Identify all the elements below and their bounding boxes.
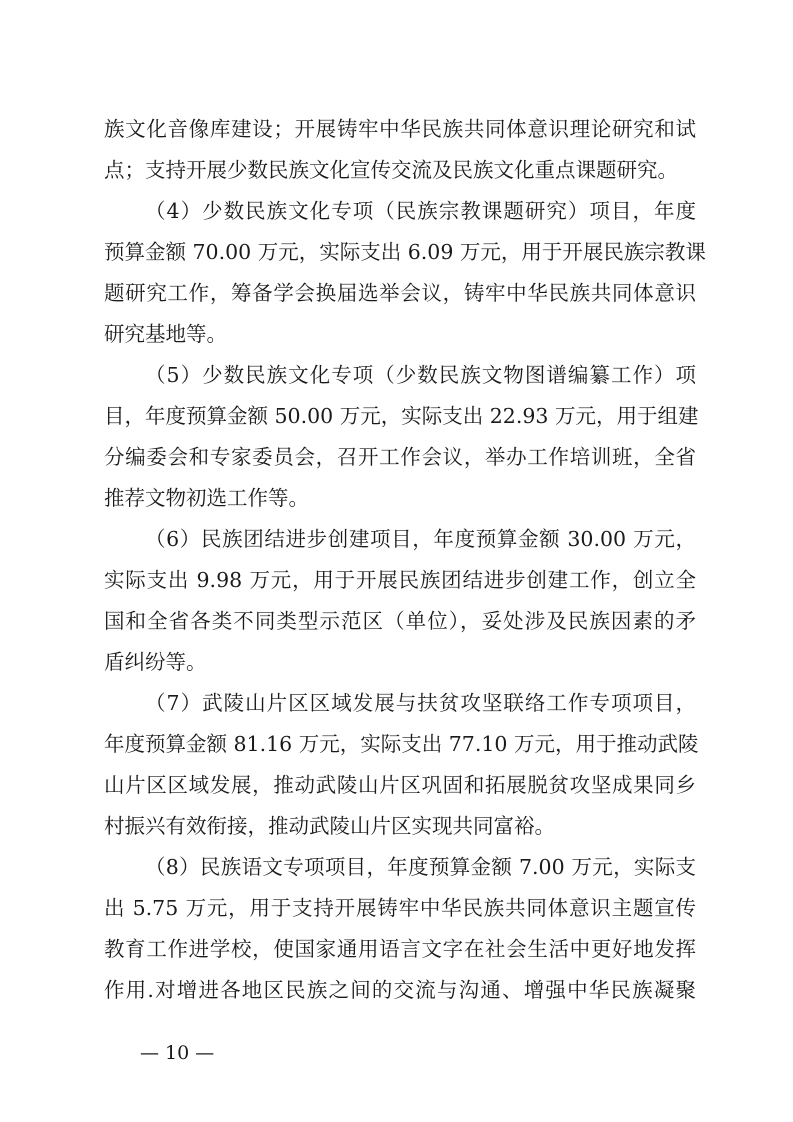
text-line: 山片区区域发展，推动武陵山片区巩固和拓展脱贫攻坚成果同乡	[104, 773, 696, 797]
text-line: 研究基地等。	[104, 322, 227, 346]
paragraph-first-line: （7）武陵山片区区域发展与扶贫攻坚联络工作专项项目，	[145, 691, 696, 715]
text-line: 作用.对增进各地区民族之间的交流与沟通、增强中华民族凝聚	[104, 978, 696, 1002]
text-line: 实际支出 9.98 万元，用于开展民族团结进步创建工作，创立全	[104, 568, 696, 592]
text-line: 盾纠纷等。	[104, 650, 207, 674]
text-line: 预算金额 70.00 万元，实际支出 6.09 万元，用于开展民族宗教课	[104, 240, 706, 264]
text-line: 出 5.75 万元，用于支持开展铸牢中华民族共同体意识主题宣传	[104, 896, 696, 920]
paragraph-first-line: （8）民族语文专项项目，年度预算金额 7.00 万元，实际支	[145, 855, 696, 879]
paragraph-first-line: （5）少数民族文化专项（少数民族文物图谱编纂工作）项	[145, 363, 696, 387]
paragraph-first-line: （4）少数民族文化专项（民族宗教课题研究）项目，年度	[145, 199, 696, 223]
text-line: 教育工作进学校，使国家通用语言文字在社会生活中更好地发挥	[104, 937, 696, 961]
page-number: — 10 —	[140, 1042, 215, 1064]
text-line: 推荐文物初选工作等。	[104, 486, 309, 510]
text-line: 分编委会和专家委员会，召开工作会议，举办工作培训班，全省	[104, 445, 696, 469]
text-line: 族文化音像库建设；开展铸牢中华民族共同体意识理论研究和试	[104, 117, 696, 141]
paragraph-first-line: （6）民族团结进步创建项目，年度预算金额 30.00 万元，	[145, 527, 696, 551]
text-line: 点；支持开展少数民族文化宣传交流及民族文化重点课题研究。	[104, 158, 678, 182]
text-line: 目，年度预算金额 50.00 万元，实际支出 22.93 万元，用于组建	[104, 404, 699, 428]
text-line: 村振兴有效衔接，推动武陵山片区实现共同富裕。	[104, 814, 555, 838]
text-line: 题研究工作，筹备学会换届选举会议，铸牢中华民族共同体意识	[104, 281, 696, 305]
text-line: 年度预算金额 81.16 万元，实际支出 77.10 万元，用于推动武陵	[104, 732, 699, 756]
text-line: 国和全省各类不同类型示范区（单位），妥处涉及民族因素的矛	[104, 609, 696, 633]
